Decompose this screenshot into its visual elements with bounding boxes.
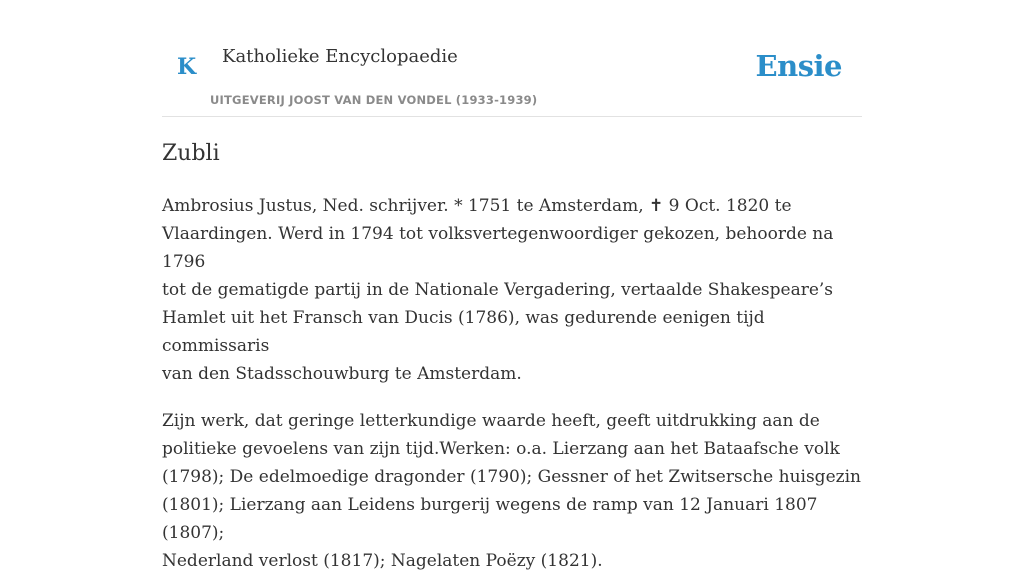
brand-logo[interactable]: Ensie: [755, 49, 842, 83]
article: [162, 138, 862, 575]
header: [162, 0, 862, 117]
article-title: Zubli: [162, 141, 220, 166]
article-paragraph-1: Ambrosius Justus, Ned. schrijver. * 1751 te Amsterdam, ✝ 9 Oct. 1820 te Vlaardingen. Werd in 1794 tot volksvertegenwoordiger gekozen, behoorde na 1796 tot de gematigde partij in de Nationale Vergadering, vertaalde Shakespeare’s Hamlet uit het Fransch van Ducis (1786), was gedurende eenigen tijd commissaris van den Stadsschouwburg te Amsterdam.: [162, 196, 834, 384]
publisher-subtitle: UITGEVERIJ JOOST VAN DEN VONDEL (1933-1939): [210, 93, 538, 107]
publication-logo-icon[interactable]: K: [177, 54, 197, 80]
article-paragraph-2: Zijn werk, dat geringe letterkundige waarde heeft, geeft uitdrukking aan de politieke gevoelens van zijn tijd.Werken: o.a. Lierzang aan het Bataafsche volk (1798); De edelmoedige dragonder (1790); Gessner of het Zwitsersche huisgezin (1801); Lierzang aan Leidens burgerij wegens de ramp van 12 Januari 1807 (1807); Nederland verlost (1817); Nagelaten Poëzy (1821).: [162, 411, 861, 571]
publication-title[interactable]: Katholieke Encyclopaedie: [222, 46, 458, 67]
